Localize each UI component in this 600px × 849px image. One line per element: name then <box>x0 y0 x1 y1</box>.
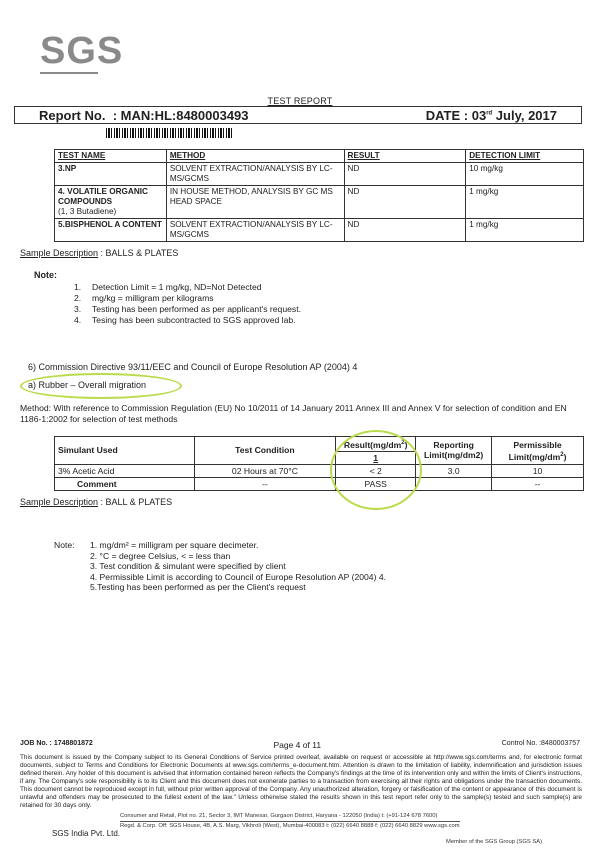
sgs-logo: SGS <box>40 30 124 72</box>
method-text: Method: With reference to Commission Regulation (EU) No 10/2011 of 14 January 2011 Annex III and Annex V for selection of condition and EN 1186-1:2002 for selection of test methods <box>20 403 567 424</box>
sample-description-2: Sample Description : BALL & PLATES <box>20 497 173 507</box>
report-date: DATE : 03rd July, 2017 <box>425 107 557 123</box>
table-row: Comment -- PASS -- <box>55 477 584 490</box>
col-header-simulant: Simulant Used <box>55 437 195 465</box>
company-name: SGS India Pvt. Ltd. <box>52 829 121 838</box>
notes-list-1 <box>74 282 301 326</box>
list-item: 4. Tesing has been subcontracted to SGS approved lab. <box>74 315 296 325</box>
section-6-title: 6) Commission Directive 93/11/EEC and Council of Europe Resolution AP (2004) 4 <box>28 362 358 372</box>
col-header-reporting-limit: Reporting Limit(mg/dm2) <box>416 437 492 465</box>
page-number: Page 4 of 11 <box>273 740 322 750</box>
job-number: JOB No. : 1748801872 <box>20 740 93 747</box>
table-row: 4. VOLATILE ORGANIC COMPOUNDS (1, 3 Butadiene) IN HOUSE METHOD, ANALYSIS BY GC MS HEAD SPACE ND 1 mg/kg <box>55 186 584 219</box>
migration-table <box>54 436 584 491</box>
report-number-box <box>14 106 582 124</box>
table-header-row <box>55 437 584 465</box>
sample-description-1: Sample Description : BALLS & PLATES <box>20 248 179 258</box>
barcode-icon <box>106 128 234 138</box>
note-label-1: Note: <box>34 270 57 280</box>
col-header-condition: Test Condition <box>194 437 336 465</box>
list-item: 1. mg/dm² = milligram per square decimeter. <box>90 540 259 550</box>
list-item: 1. Detection Limit = 1 mg/kg, ND=Not Detected <box>74 282 262 292</box>
col-header-result: $Result(mg/dm^2)$ 1 <box>336 437 416 465</box>
table-header-row <box>55 150 584 163</box>
col-header-method: METHOD <box>166 150 344 163</box>
disclaimer-text: This document is issued by the Company subject to its General Conditions of Service printed overleaf, available on request or accessible at http://www.sgs.com/terms and, for electronic format documents, subject to Terms and Conditions for Electronic Documents at www.sgs.com/terms_e-document.htm. Attention is drawn to the limitation of liability, indemnification and jurisdiction issues defined therein. Any holder of this document is advised that information contained hereon reflects the Company's findings at the time of its intervention only and within the limits of Client's instructions, if any. The Company's sole responsibility is to its Client and this document does not exonerate parties to a transaction from exercising all their rights and obligations under the transaction documents. This document cannot be reproduced except in full, without prior written approval of the Company. Any unauthorized alteration, forgery or falsification of the content or appearance of this document is unlawful and offenders may be prosecuted to the fullest extent of the law." Unless otherwise stated the results shown in this test report refer only to the sample(s) tested and such sample(s) are retained for 30 days only. <box>20 754 582 809</box>
list-item: 3. Testing has been performed as per applicant's request. <box>74 304 301 314</box>
note-label-2: Note: <box>54 540 75 550</box>
highlight-ellipse <box>330 430 422 510</box>
col-header-permissible-limit: Permissible $Limit(mg/dm^2)$ <box>492 437 584 465</box>
control-number: Control No. :8480003757 <box>501 740 580 747</box>
table-row: 3% Acetic Acid 02 Hours at 70°C < 2 3.0 10 <box>55 464 584 477</box>
footer-meta <box>20 740 580 750</box>
member-text: Member of the SGS Group (SGS SA) <box>446 839 543 845</box>
list-item: 5.Testing has been performed as per the Client's request <box>90 582 306 592</box>
test-results-table <box>54 149 584 242</box>
list-item: 2. °C = degree Celsius, < = less than <box>90 550 231 561</box>
report-number: Report No. : MAN:HL:8480003493 <box>39 107 249 123</box>
col-header-result: RESULT <box>344 150 466 163</box>
list-item: 2. mg/kg = milligram per kilograms <box>74 293 214 303</box>
table-row: 5.BISPHENOL A CONTENT SOLVENT EXTRACTION/ANALYSIS BY LC-MS/GCMS ND 1 mg/kg <box>55 219 584 242</box>
list-item: 4. Permissible Limit is according to Council of Europe Resolution AP (2004) 4. <box>90 571 386 582</box>
report-title: TEST REPORT <box>267 96 333 106</box>
logo-underline <box>40 72 98 74</box>
col-header-detection-limit: DETECTION LIMIT <box>466 150 584 163</box>
notes-list-2 <box>90 540 386 593</box>
table-row: 3.NP SOLVENT EXTRACTION/ANALYSIS BY LC-MS/GCMS ND 10 mg/kg <box>55 163 584 186</box>
company-address: Consumer and Retail, Plot no. 21, Sector 3, IMT Manesar, Gurgaon District, Haryana - 122050 (India) t: (+91-124 678 7600) Regd. & Corp. Off: SGS House, 4B, A.S. Marg, Vikhroli (West), Mumbai-400083 t: (022) 6640 8888 f: (022) 6640 8829 www.sgs.com <box>120 813 460 829</box>
col-header-test-name: TEST NAME <box>55 150 167 163</box>
list-item: 3. Test condition & simulant were specified by client <box>90 561 286 571</box>
section-6a-subtitle: a) Rubber – Overall migration <box>28 380 147 390</box>
